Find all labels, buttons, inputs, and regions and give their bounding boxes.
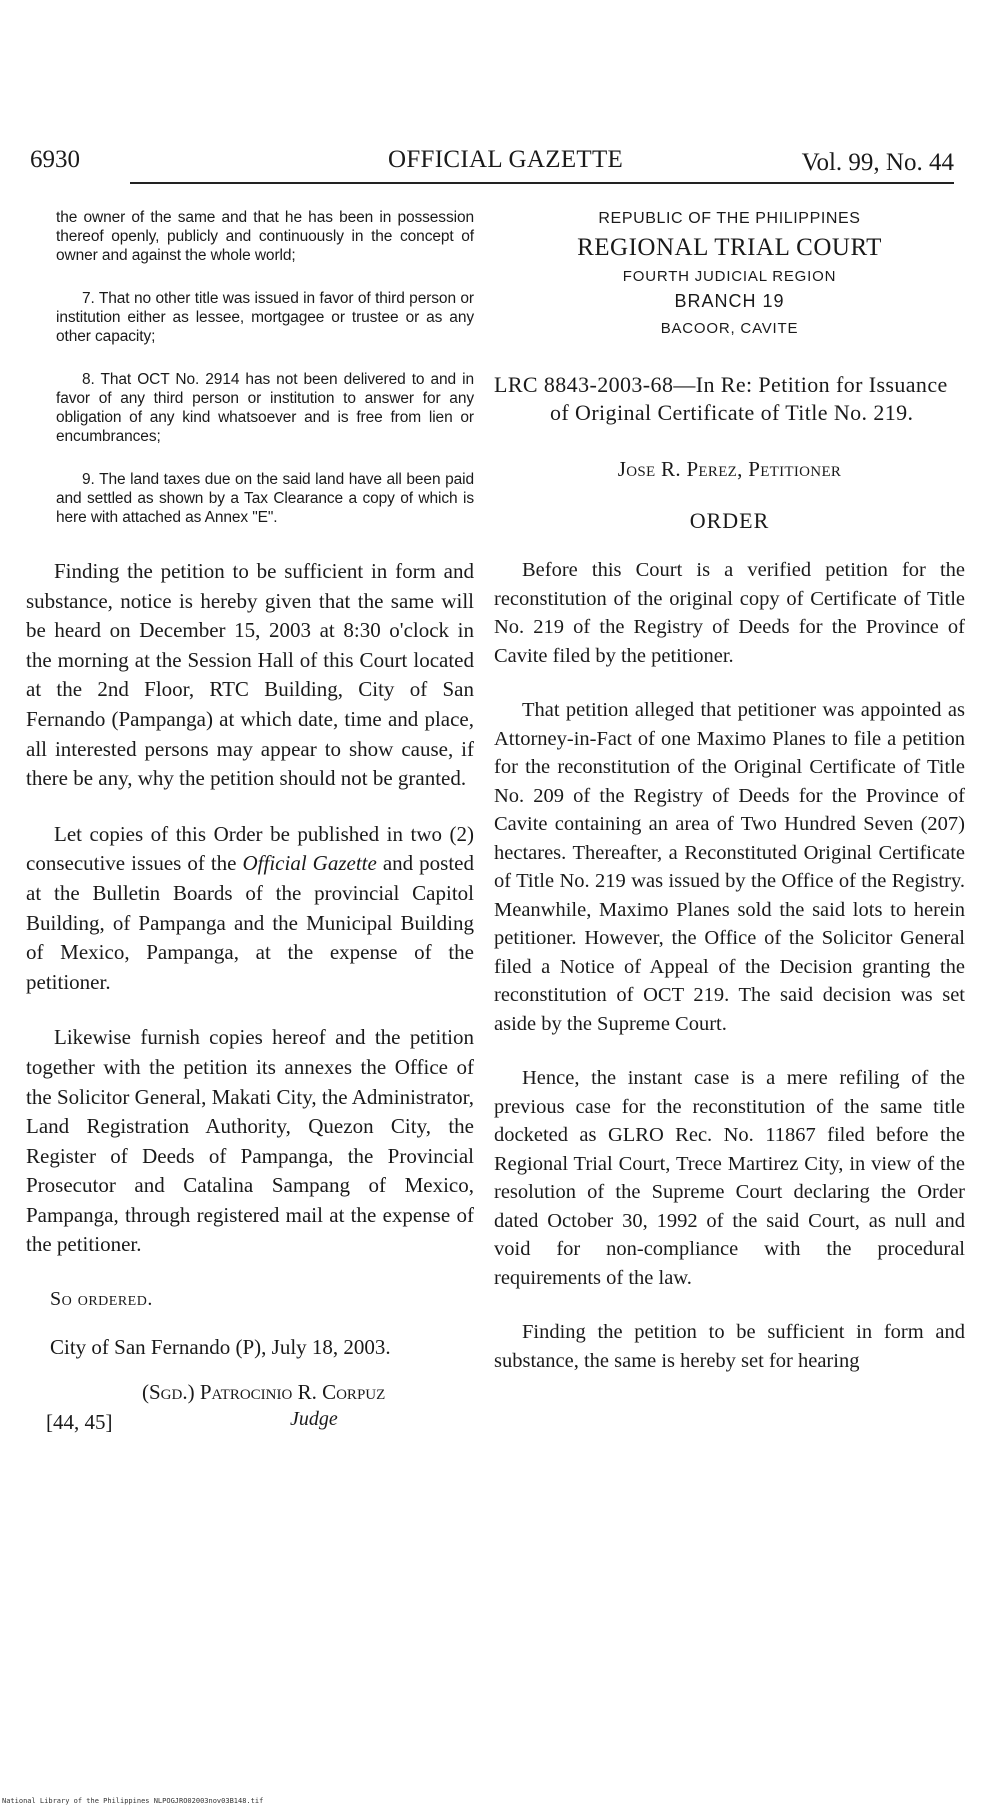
allegation-8: 8. That OCT No. 2914 has not been delivered to and in favor of any third person or institution to answer for any obligation of any kind whatsoever and is free from lien or encumbrances; (56, 371, 474, 445)
branch-number: BRANCH 19 (674, 291, 785, 311)
order-paragraph-4: Finding the petition to be sufficient in form and substance, the same is hereby set for hearing (494, 1321, 965, 1372)
city-date: City of San Fernando (P), July 18, 2003. (50, 1335, 391, 1360)
right-column (494, 210, 965, 1375)
order-heading: ORDER (689, 508, 770, 533)
notice-paragraph: Finding the petition to be sufficient in form and substance, notice is hereby given that the same will be heard on December 15, 2003 at 8:30 o'clock in the morning at the Session Hall of this Court located at the 2nd Floor, RTC Building, City of San Fernando (Pampanga) at which date, time and place, all interested persons may appear to show cause, if there be any, why the petition should not be granted. (26, 559, 474, 791)
page-header (30, 140, 954, 184)
judge-title: Judge (290, 1408, 338, 1431)
header-rule (130, 182, 954, 184)
left-column (26, 208, 474, 1442)
furnish-paragraph: Likewise furnish copies hereof and the petition together with the petition its annexes the Office of the Solicitor General, Makati City, the Administrator, Land Registration Authority, Quezon City, the Register of Deeds of Pampanga, the Provincial Prosecutor and Catalina Sampang of Mexico, Pampanga, through registered mail at the expense of the petitioner. (26, 1025, 474, 1257)
judge-signature: (Sgd.) Patrocinio R. Corpuz (142, 1380, 386, 1405)
publication-paragraph: Let copies of this Order be published in two (2) consecutive issues of the Official Gazette and posted at the Bulletin Boards of the provincial Capitol Building, of Pampanga and the Municipal Building of Mexico, Pampanga, at the expense of the petitioner. (26, 821, 474, 994)
allegation-9: 9. The land taxes due on the said land have all been paid and settled as shown by a Tax Clearance a copy of which is here with attached as Annex "E". (56, 471, 474, 526)
signature-block (26, 1380, 474, 1442)
court-name: REGIONAL TRIAL COURT (577, 234, 882, 261)
publication-title: OFFICIAL GAZETTE (388, 146, 624, 173)
case-title: LRC 8843-2003-68—In Re: Petition for Issuance of Original Certificate of Title No. 219. (494, 372, 948, 425)
court-caption (494, 210, 965, 337)
page-number: 6930 (30, 146, 80, 173)
court-location: BACOOR, CAVITE (660, 320, 799, 337)
order-paragraph-1: Before this Court is a verified petition for the reconstitution of the original copy of Certificate of Title No. 219 of the Registry of Deeds for the Province of Cavite filed by the petitioner. (494, 559, 965, 667)
judicial-region: FOURTH JUDICIAL REGION (622, 268, 837, 285)
order-paragraph-3: Hence, the instant case is a mere refiling of the previous case for the reconstitution of the same title docketed as GLRO Rec. No. 11867 filed before the Regional Trial Court, Trece Martirez City, in view of the resolution of the Supreme Court declaring the Order dated October 30, 1992 of the said Court, as null and void for non-compliance with the procedural requirements of the law. (494, 1067, 965, 1289)
issue-reference: [44, 45] (46, 1410, 113, 1435)
archive-footer: National Library of the Philippines NLPOGJRO02003nov03B148.tif (2, 1797, 264, 1805)
gazette-name: Official Gazette (242, 851, 377, 876)
allegation-7: 7. That no other title was issued in favor of third person or institution either as lessee, mortgagee or trustee or as any other capacity; (56, 290, 474, 345)
so-ordered: So ordered. (50, 1288, 153, 1311)
allegation-continued: the owner of the same and that he has been in possession thereof openly, publicly and continuously in the concept of owner and against the whole world; (56, 209, 474, 264)
volume-issue: Vol. 99, No. 44 (801, 149, 954, 176)
order-paragraph-2: That petition alleged that petitioner was appointed as Attorney-in-Fact of one Maximo Planes to file a petition for the reconstitution of the Original Certificate of Title No. 209 of the Registry of Deeds for the Province of Cavite containing an area of Two Hundred Seven (207) hectares. Thereafter, a Reconstituted Original Certificate of Title No. 219 was issued by the Office of the Registry. Meanwhile, Maximo Planes sold the said lots to herein petitioner. However, the Office of the Solicitor General filed a Notice of Appeal of the Decision granting the reconstitution of OCT 219. The said decision was set aside by the Supreme Court. (494, 699, 965, 1035)
republic-line: REPUBLIC OF THE PHILIPPINES (598, 210, 861, 227)
petitioner-line: Jose R. Perez, Petitioner (617, 457, 842, 481)
